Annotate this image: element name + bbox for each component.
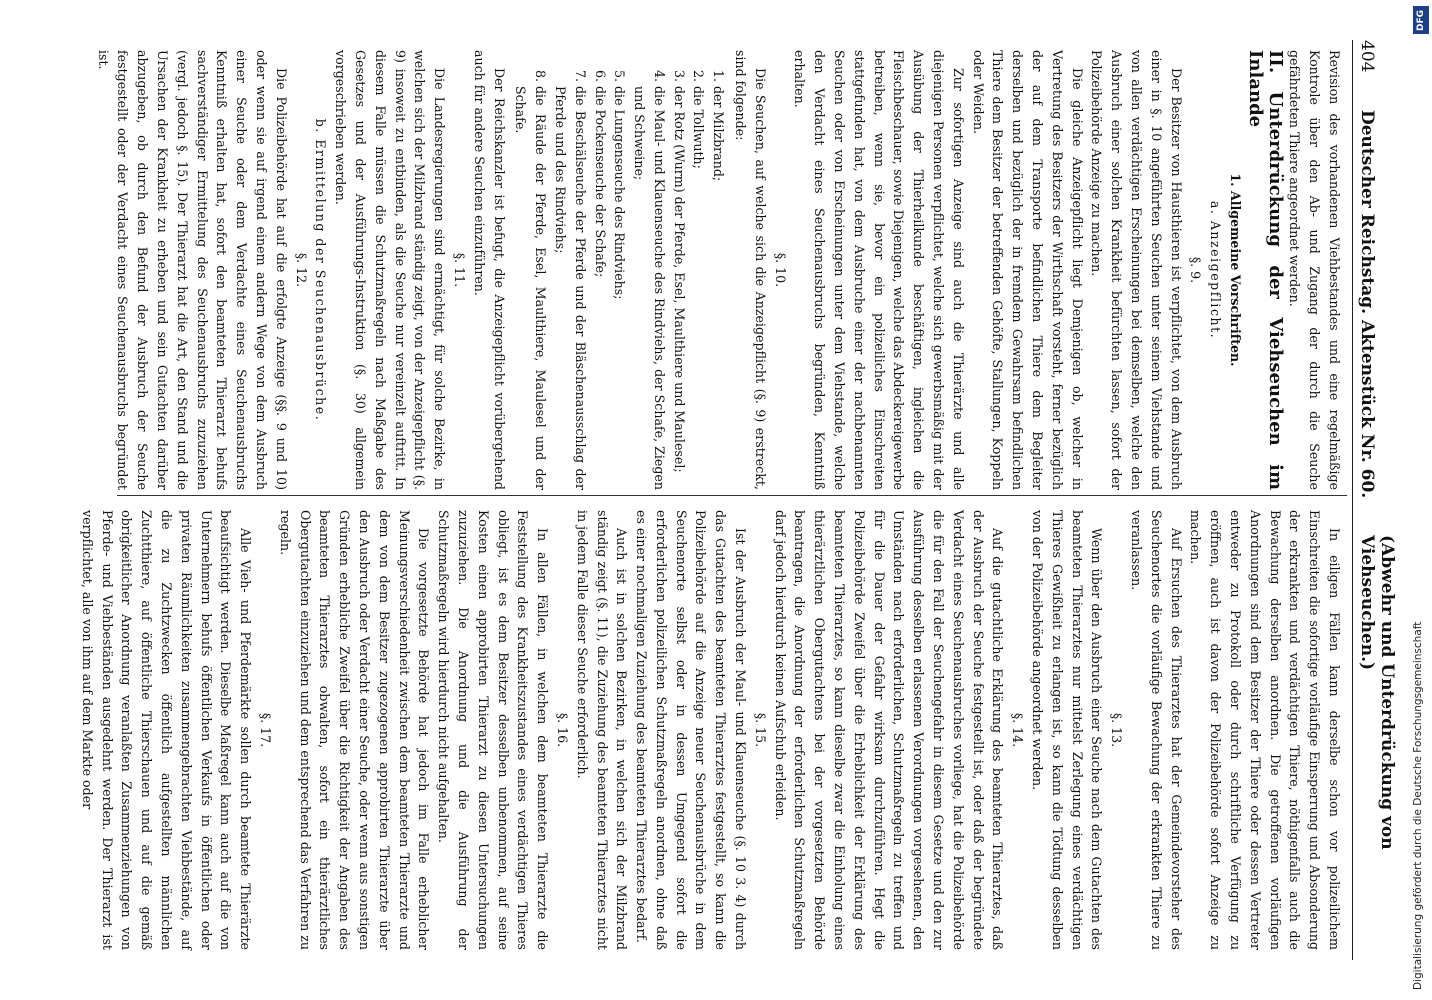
paragraph: Auf Ersuchen des Thierarztes hat der Gemeindevorsteher des Seuchenortes die vorläufige Bewachung der erkrankten Thiere zu veranlassen. bbox=[1129, 510, 1184, 950]
right-column bbox=[77, 510, 1344, 950]
digitization-note: Digitalisierung gefördert durch die Deutsche Forschungsgemeinschaft bbox=[1412, 621, 1424, 990]
section-13-label: §. 13. bbox=[1109, 712, 1125, 748]
disease-list bbox=[511, 50, 729, 490]
section-15-paragraph: Auch ist in solchen Bezirken, in welchen sich der Milzbrand ständig zeigt (§. 11), die Zuziehung des beamteten Thierarztes nicht in jedem Falle dieser Seuche erforderlich. bbox=[574, 510, 630, 950]
list-item: 1. der Milzbrand; bbox=[709, 86, 729, 490]
list-item: 7. die Beschälseuche der Pferde und der Bläschenausschlag der Pferde und des Rindviehs; bbox=[550, 86, 590, 490]
paragraph: In eiligen Fällen kann derselbe schon vor polizeilichem Einschreiten die sofortige vorläufige Einsperrung und Absonderung der erkrankten und verdächtigen Thiere, nöthigenfalls auch die Bewachung derselben anordnen. Die getroffenen vorläufigen Anordnungen sind dem Besitzer der Thiere oder dessen Vertreter entweder zu Protokoll oder durch schriftliche Verfügung zu eröffnen, auch ist davon der Polizeibehörde sofort Anzeige zu machen. bbox=[1188, 510, 1342, 950]
section-9-paragraph: Die gleiche Anzeigepflicht liegt Demjenigen ob, welcher in Vertretung des Besitzers der Wirthschaft vorsteht, ferner bezüglich der auf dem Transporte befindlichen Thiere dem Begleiter derselben und bezüglich der in fremdem Gewahrsam befindlichen Thiere dem Besitzer der betreffenden Gehöfte, Stallungen, Koppeln oder Weiden. bbox=[970, 50, 1085, 490]
section-12-paragraph: Die Polizeibehörde hat auf die erfolgte Anzeige (§§. 9 und 10) oder wenn sie auf irgend einem andern Wege von dem Ausbruch einer Seuche oder dem Verdachte eines Seuchenausbruchs Kenntniß erhalten hat, sofort den beamteten Thierarzt behufs sachverständiger Ermittelung des Seuchenausbruchs zuzuziehen (vergl. jedoch §. 15). Der Thierarzt hat die Art, den Stand und die Ursachen der Krankheit zu erheben und sein Gutachten darüber abzugeben, ob durch den Befund der Ausbruch der Seuche festgestellt oder der Verdacht eines Seuchenausbruchs begründet ist. bbox=[95, 50, 289, 490]
section-10-intro: Die Seuchen, auf welche sich die Anzeigepflicht (§. 9) erstreckt, sind folgende: bbox=[733, 50, 768, 490]
section-title: II. Unterdrückung der Viehseuchen im Inlande bbox=[1244, 50, 1286, 490]
page-header bbox=[1352, 40, 1402, 960]
left-column bbox=[93, 50, 1344, 490]
dfg-logo: DFG bbox=[1413, 6, 1429, 34]
section-9-paragraph: Der Besitzer von Hausthieren ist verpflichtet, von dem Ausbruch einer in §. 10 angeführten Seuchen unter seinem Viehstande und von allen verdächtigen Erscheinungen bei demselben, welche den Ausbruch einer solchen Krankheit befürchten lassen, sofort der Polizeibehörde Anzeige zu machen. bbox=[1089, 50, 1184, 490]
section-14-label: §. 14. bbox=[1010, 712, 1026, 748]
subsection-a: a. Anzeigepflicht. bbox=[1208, 200, 1224, 340]
section-17-label: §. 17. bbox=[257, 712, 273, 748]
section-16-paragraph: In allen Fällen, in welchen dem beamteten Thierarzte die Feststellung des Krankheitszustandes eines verdächtigen Thieres obliegt, ist es dem Besitzer desselben unbenommen, auf seine Kosten einen approbirten Thierarzt zu diesen Untersuchungen zuzuziehen. Die Anordnung und die Ausführung der Schutzmaßregeln wird hierdurch nicht aufgehalten. bbox=[436, 510, 551, 950]
section-17-paragraph: Alle Vieh- und Pferdemärkte sollen durch beamtete Thierärzte beaufsichtigt werden. Dieselbe Maßregel kann auch auf die von Unternehmern behufs öffentlichen Verkaufs in öffentlichen oder privaten Räumlichkeiten zusammengebrachten Viehbestände, auf die zu Zuchtzwecken öffentlich aufgestellten männlichen Zuchtthiere, auf öffentliche Thierschauen und auf die gemäß obrigkeitlicher Anordnung veranlaßten Zusammenziehungen von Pferde- und Viehbeständen ausgedehnt werden. Der Thierarzt ist verpflichtet, alle von ihm auf dem Markte oder bbox=[79, 510, 254, 950]
section-10-paragraph: Der Reichskanzler ist befugt, die Anzeigepflicht vorübergehend auch für andere Seuchen einzuführen. bbox=[471, 50, 507, 490]
section-13-paragraph: Wenn über den Ausbruch einer Seuche nach dem Gutachten des beamteten Thierarztes nur mittelst Zerlegung eines verdächtigen Thieres Gewißheit zu erlangen ist, so kann die Tödtung desselben von der Polizeibehörde angeordnet werden. bbox=[1030, 510, 1105, 950]
list-item: 5. die Lungenseuche des Rindviehs; bbox=[610, 86, 630, 490]
section-16-label: §. 16. bbox=[554, 712, 570, 748]
intro-paragraph: Revision des vorhandenen Viehbestandes und eine regelmäßige Kontrole über den Ab- und Zugang der durch die Seuche gefährdeten Thiere angeordnet werden. bbox=[1287, 50, 1342, 490]
list-item: 2. die Tollwuth; bbox=[689, 86, 709, 490]
header-right-title: (Abwehr und Unterdrückung von Viehseuchen.) bbox=[1357, 535, 1397, 850]
section-11-paragraph: Die Landesregierungen sind ermächtigt, für solche Bezirke, in welchen sich der Milzbrand ständig zeigt, von der Anzeigepflicht (§. 9) insoweit zu entbinden, als die Seuche nur vereinzelt auftritt. In diesem Falle müssen die Schutzmaßregeln nach Maßgabe des Gesetzes und der Ausführungs-Instruktion (§. 30) allgemein vorgeschrieben werden. bbox=[333, 50, 448, 490]
list-item: 6. die Pockenseuche der Schafe; bbox=[590, 86, 610, 490]
section-9-label: §. 9. bbox=[1188, 256, 1204, 284]
subsection-general: 1. Allgemeine Vorschriften. bbox=[1228, 173, 1244, 367]
page-number: 404 bbox=[1357, 40, 1377, 73]
section-9-paragraph: Zur sofortigen Anzeige sind auch die Thierärzte und alle diejenigen Personen verpflichtet, welche sich gewerbsmäßig mit der Ausübung der Thierheilkunde beschäftigen, ingleichen die Fleischbeschauer, sowie Diejenigen, welche das Abdeckereigewerbe betreiben, wenn sie, bevor ein polizeiliches Einschreiten stattgefunden hat, von dem Ausbruche einer der nachbenannten Seuchen oder von Erscheinungen unter dem Viehstande, welche den Verdacht eines Seuchenausbruchs begründen, Kenntniß erhalten. bbox=[792, 50, 966, 490]
section-15-label: §. 15. bbox=[752, 712, 768, 748]
section-10-label: §. 10. bbox=[772, 252, 788, 288]
list-item: 8. die Räude der Pferde, Esel, Maulthiere, Maulesel und der Schafe. bbox=[511, 86, 551, 490]
subsection-b: b. Ermittelung der Seuchenausbrüche. bbox=[313, 118, 329, 422]
section-16-paragraph: Die vorgesetzte Behörde hat jedoch im Falle erheblicher Meinungsverschiedenheit zwischen dem beamteten Thierarzte und dem von dem Besitzer zugezogenen approbirten Thierarzte über den Ausbruch oder Verdacht einer Seuche, oder wenn aus sonstigen Gründen erhebliche Zweifel über die Richtigkeit der Angaben des beamteten Thierarztes obwalten, sofort ein thierärztliches Obergutachten einzuziehen und dem entsprechend das Verfahren zu regeln. bbox=[277, 510, 432, 950]
column-divider bbox=[117, 495, 1347, 496]
section-11-label: §. 11. bbox=[451, 252, 467, 288]
list-item: 4. die Maul- und Klauenseuche des Rindviehs, der Schafe, Ziegen und Schweine; bbox=[629, 86, 669, 490]
section-15-paragraph: Ist der Ausbruch der Maul- und Klauenseuche (§. 10 3. 4) durch das Gutachten des beamteten Thierarztes festgestellt, so kann die Polizeibehörde auf die Anzeige neuer Seuchenausbrüche in dem Seuchenorte selbst oder in dessen Umgegend sofort die erforderlichen polizeilichen Schutzmaßregeln anordnen, ohne daß es einer nochmaligen Zuziehung des beamteten Thierarztes bedarf. bbox=[634, 510, 749, 950]
section-12-label: §. 12. bbox=[293, 252, 309, 288]
header-left-title: Deutscher Reichstag. Aktenstück Nr. 60. bbox=[1357, 110, 1377, 499]
section-14-paragraph: Auf die gutachtliche Erklärung des beamteten Thierarztes, daß der Ausbruch der Seuche festgestellt ist, oder daß der begründete Verdacht eines Seuchenausbruches vorliege, hat die Polizeibehörde die für den Fall der Seuchengefahr in diesem Gesetze und den zur Ausführung desselben erlassenen Verordnungen vorgesehenen, den Umständen nach erforderlichen, Schutzmaßregeln zu treffen und für die Dauer der Gefahr wirksam durchzuführen. Hegt die Polizeibehörde Zweifel über die Erheblichkeit der Erklärung des beamteten Thierarztes, so kann dieselbe zwar die Einholung eines thierärztlichen Obergutachtens bei der vorgesetzten Behörde beantragen, die Anordnung der erforderlichen Schutzmaßregeln darf jedoch hierdurch keinen Aufschub erleiden. bbox=[772, 510, 1006, 950]
list-item: 3. der Rotz (Wurm) der Pferde, Esel, Maulthiere und Maulesel; bbox=[669, 86, 689, 490]
